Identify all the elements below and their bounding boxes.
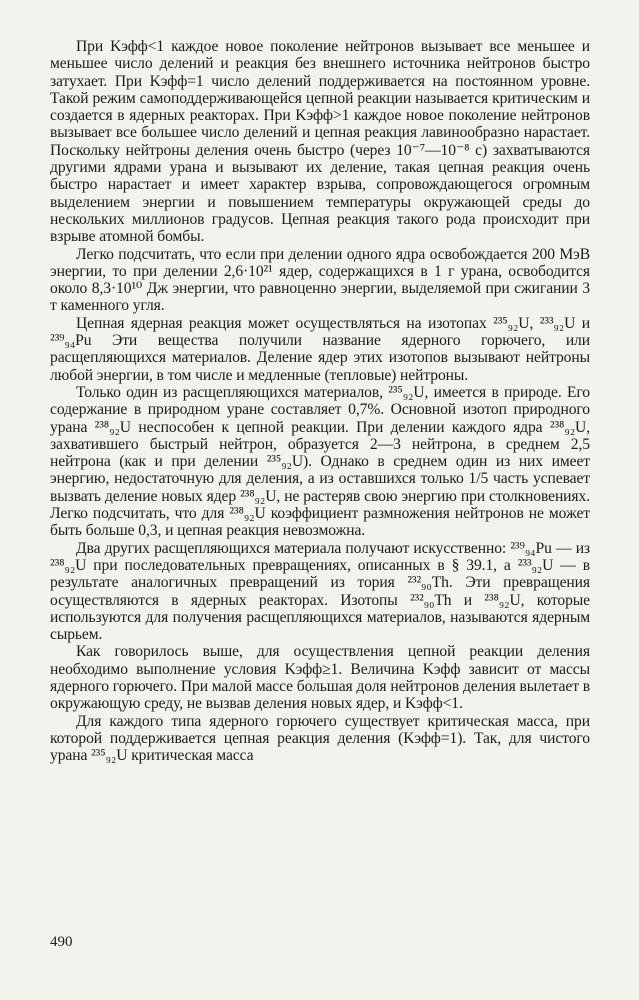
page-number: 490 bbox=[50, 934, 73, 950]
paragraph-keff-condition: Как говорилось выше, для осуществления цепной реакции деления необходимо выполнение условия Kэфф≥1. Величина Kэфф зависит от массы ядерного горючего. При малой массе большая доля нейтронов деления вылетает в окружающую среду, не вызвав деления новых ядер, и Kэфф<1. bbox=[50, 643, 590, 713]
paragraph-energy-estimate: Легко подсчитать, что если при делении одного ядра освобождается 200 МэВ энергии, то при делении 2,6·10²¹ ядер, содержащихся в 1 г урана, освободится около 8,3·10¹⁰ Дж энергии, что равноценно энергии, выделяемой при сжигании 3 т каменного угля. bbox=[50, 245, 590, 315]
paragraph-natural-uranium: Только один из расщепляющихся материалов, ²³⁵₉₂U, имеется в природе. Его содержание в природном уране составляет 0,7%. Основной изотоп природного урана ²³⁸₉₂U неспособен к цепной реакции. При делении каждого ядра ²³⁸₉₂U, захватившего быстрый нейтрон, образуется 2—3 нейтрона, в среднем 2,5 нейтрона (как и при делении ²³⁵₉₂U). Однако в среднем один из них имеет энергию, недостаточную для деления, а из оставшихся только 1/5 часть успевает вызвать деление новых ядер ²³⁸₉₂U, не растеряв свою энергию при столкновениях. Легко подсчитать, что для ²³⁸₉₂U коэффициент размножения нейтронов не может быть больше 0,3, и цепная реакция невозможна. bbox=[50, 383, 590, 540]
paragraph-artificial-materials: Два других расщепляющихся материала получают искусственно: ²³⁹₉₄Pu — из ²³⁸₉₂U при последовательных превращениях, описанных в § 39.1, а ²³³₉₂U — в результате аналогичных превращений из тория ²³²₉₀Th. Эти превращения осуществляются в ядерных реакторах. Изотопы ²³²₉₀Th и ²³⁸₉₂U, которые используются для получения расщепляющихся материалов, называются ядерным сырьем. bbox=[50, 539, 590, 644]
paragraph-fissile-isotopes: Цепная ядерная реакция может осуществляться на изотопах ²³⁵₉₂U, ²³³₉₂U и ²³⁹₉₄Pu Эти вещества получили название ядерного горючего, или расщепляющихся материалов. Деление ядер этих изотопов вызывают нейтроны любой энергии, в том числе и медленные (тепловые) нейтроны. bbox=[50, 314, 590, 384]
page-body bbox=[50, 38, 590, 764]
paragraph-keff-regimes: При Kэфф<1 каждое новое поколение нейтронов вызывает все меньшее и меньшее число делений и реакция без внешнего источника нейтронов быстро затухает. При Kэфф=1 число делений поддерживается на постоянном уровне. Такой режим самоподдерживающейся цепной реакции называется критическим и создается в ядерных реакторах. При Kэфф>1 каждое новое поколение нейтронов вызывает все большее число делений и цепная реакция лавинообразно нарастает. Поскольку нейтроны деления очень быстро (через 10⁻⁷—10⁻⁸ с) захватываются другими ядрами урана и вызывают их деление, такая цепная реакция очень быстро нарастает и имеет характер взрыва, сопровождающегося огромным выделением энергии и повышением температуры окружающей среды до нескольких миллионов градусов. Цепная реакция такого рода происходит при взрыве атомной бомбы. bbox=[50, 38, 590, 246]
paragraph-critical-mass: Для каждого типа ядерного горючего существует критическая масса, при которой поддерживается цепная реакция деления (Kэфф=1). Так, для чистого урана ²³⁵₉₂U критическая масса bbox=[50, 712, 590, 765]
